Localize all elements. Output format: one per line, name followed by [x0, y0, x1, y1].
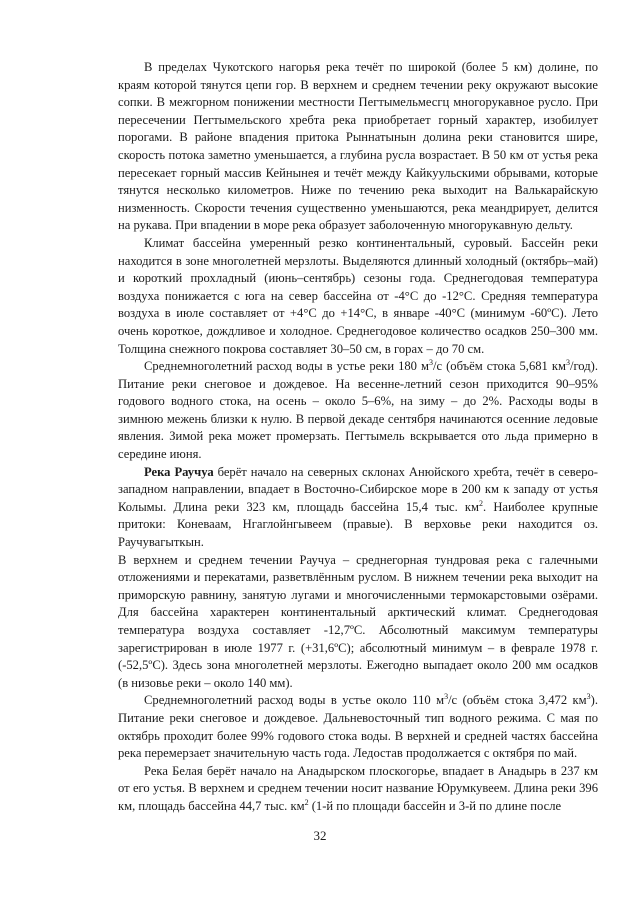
document-body: [118, 59, 598, 816]
text-run: Река Белая берёт начало на Анадырском плоскогорье, впадает в Анадырь в 237 км от его устья. В верхнем и среднем течении носит название Юрумкувеем. Длина реки 396 км, площадь бассейна 44,7 тыс. км: [118, 763, 598, 813]
superscript: 3: [586, 692, 591, 702]
superscript: 2: [304, 797, 309, 807]
text-run: /с (объём стока 3,472 км: [448, 693, 587, 708]
text-run: берёт начало на северных склонах Анюйского хребта, течёт в северо-западном направлении, впадает в Восточно-Сибирское море в 200 км к западу от устья Колымы. Длина реки 323 км, площадь бассейна 15,4 тыс. км: [118, 464, 598, 514]
text-run: (1-й по площади бассейн и 3-й по длине после: [308, 798, 562, 813]
paragraph-belaya-intro: [118, 763, 598, 816]
text-run: /с (объём стока 5,681 км: [432, 359, 566, 374]
page-number: 32: [313, 828, 327, 843]
superscript: 3: [444, 692, 449, 702]
river-name-bold: Река Раучуа: [144, 464, 214, 479]
text-run: Среднемноголетний расход воды в устье около 110 м: [144, 693, 445, 708]
text-run: Среднемноголетний расход воды в устье реки 180 м: [144, 359, 429, 374]
superscript: 3: [428, 357, 433, 367]
paragraph-rauchua-intro: [118, 464, 598, 552]
paragraph-rauchua-discharge: [118, 692, 598, 762]
paragraph-rauchua-course: В верхнем и среднем течении Раучуа – среднегорная тундровая река с галечными отложениями и перекатами, разветвлённым руслом. В нижнем течении река выходит на приморскую равнину, занятую лугами и многочисленными термокарстовыми озёрами. Для бассейна характерен континентальный арктический климат. Среднегодовая температура воздуха составляет -12,7ºС. Абсолютный максимум температуры зарегистрирован в июле 1977 г. (+31,6ºС); абсолютный минимум – в феврале 1978 г. (-52,5ºС). Здесь зона многолетней мерзлоты. Ежегодно выпадает около 200 мм осадков (в низовье реки – около 140 мм).: [118, 552, 598, 690]
text-run: /год). Питание реки снеговое и дождевое. На весенне-летний сезон приходится 90–95% годового водного стока, на осень – около 5–6%, на зиму – до 2%. Расходы воды в зимнюю межень близки к нулю. В первой декаде сентября начинаются осенние ледовые явления. Зимой река может промерзать. Пегтымель вскрывается ото льда примерно в середине июня.: [118, 359, 598, 462]
superscript: 2: [479, 498, 484, 508]
paragraph-pegtymel-climate: Климат бассейна умеренный резко континентальный, суровый. Бассейн реки находится в зоне многолетней мерзлоты. Выделяются длинный холодный (октябрь–май) и короткий прохладный (июнь–сентябрь) сезоны года. Среднегодовая температура воздуха понижается с юга на север бассейна от -4°С до -12°С. Средняя температура воздуха в июле составляет от +4°С до +14°С, в январе -40°С (минимум -60ºС). Лето очень короткое, дождливое и холодное. Среднегодовое количество осадков 250–300 мм. Толщина снежного покрова составляет 30–50 см, в горах – до 70 см.: [118, 235, 598, 356]
superscript: 3: [565, 357, 570, 367]
text-run: . Наиболее крупные притоки: Коневаам, Нгаглойнгывеем (правые). В верховье реки находится оз. Раучувагыткын.: [118, 499, 598, 550]
paragraph-pegtymel-course: В пределах Чукотского нагорья река течёт по широкой (более 5 км) долине, по краям которой тянутся цепи гор. В верхнем и среднем течении реку окружают высокие сопки. В межгорном понижении местности Пегтымельмесгц многорукавное русло. При пересечении Пегтымельского хребта река приобретает горный характер, изобилует порогами. В районе впадения притока Рыннатынын долина реки становится шире, скорость потока заметно уменьшается, а глубина русла возрастает. В 50 км от устья река пересекает горный массив Кейнынея и течёт между Кайкуульскими обрывами, которые тянутся несколько километров. Ниже по течению река выходит на Валькарайскую низменность. Скорости течения существенно уменьшаются, река меандрирует, делится на рукава. При впадении в море река образует заболоченную многорукавную дельту.: [118, 60, 598, 233]
text-run: ). Питание реки снеговое и дождевое. Дальневосточный тип водного режима. С мая по октябрь проходит более 99% годового стока воды. В верхней и средней частях бассейна река перемерзает значительную часть года. Ледостав продолжается с октября по май.: [118, 693, 598, 761]
paragraph-pegtymel-discharge: [118, 358, 598, 464]
